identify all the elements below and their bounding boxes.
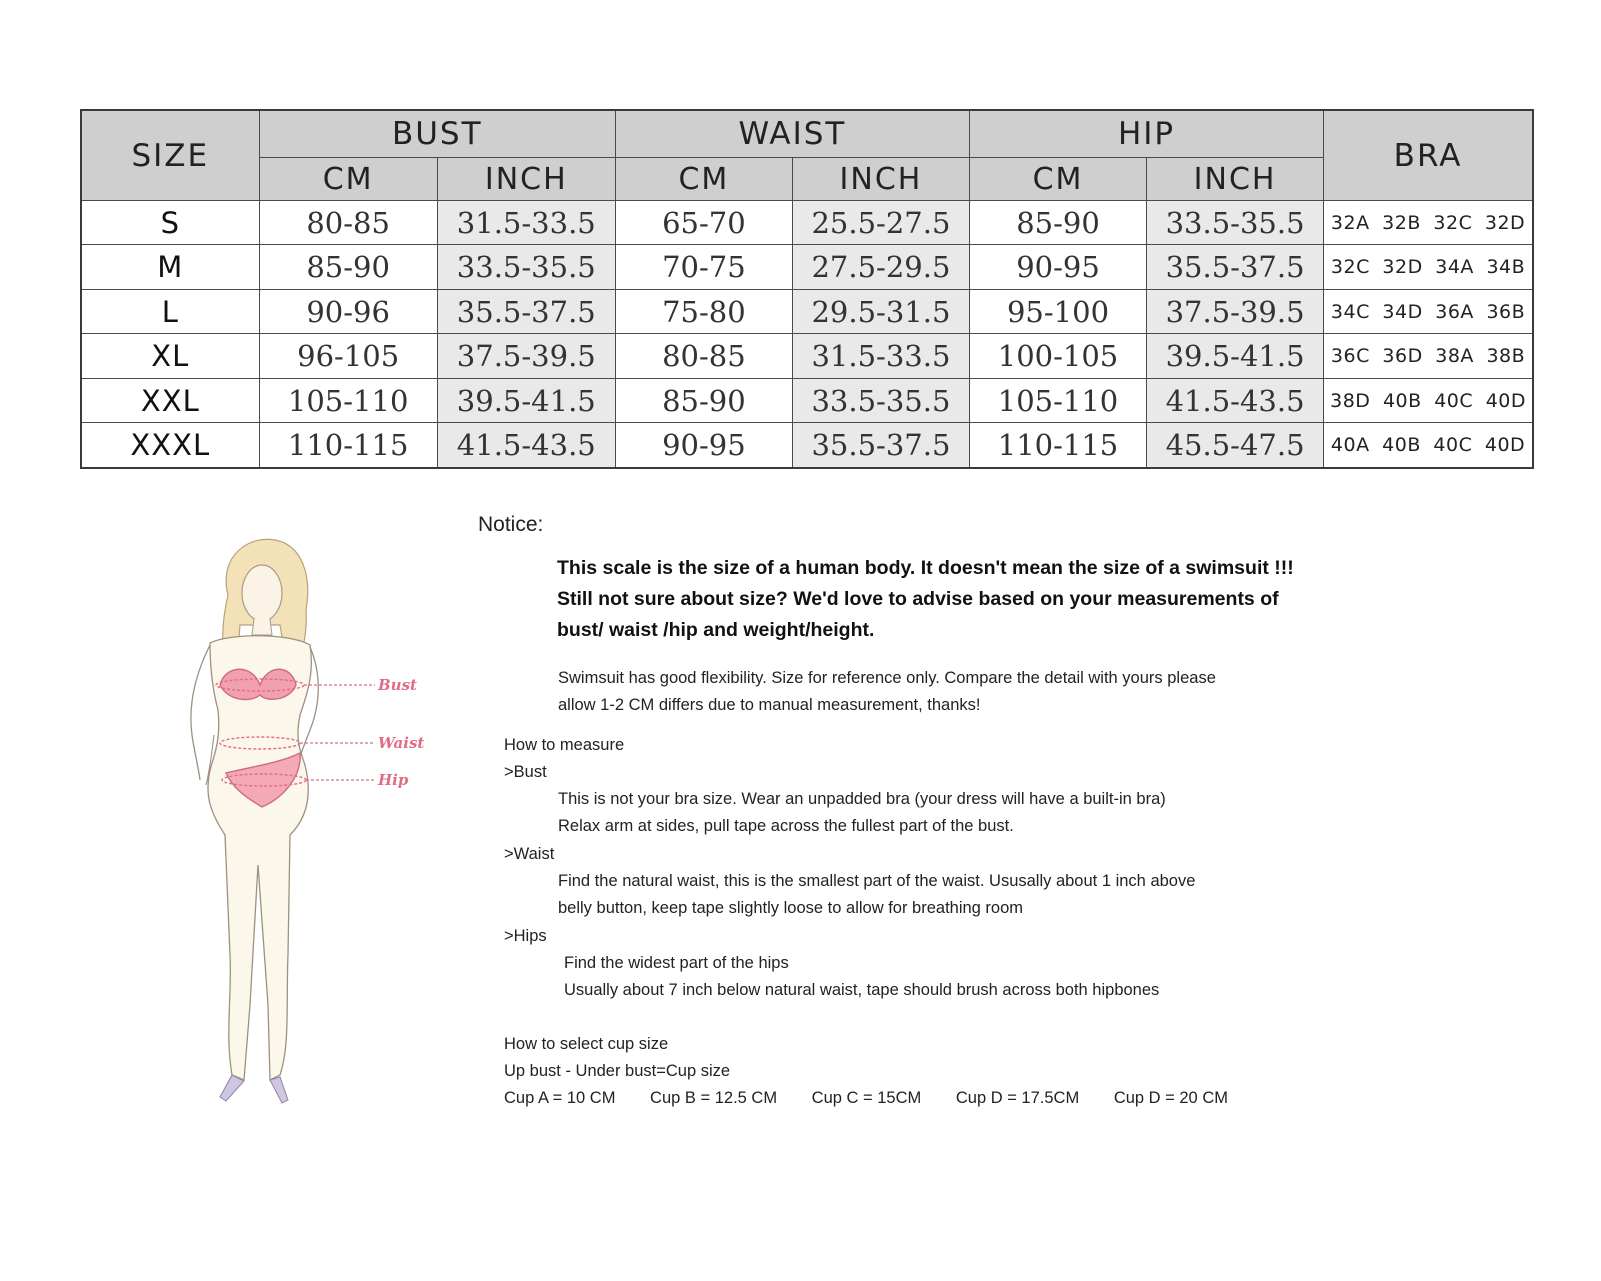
figure-face [242, 565, 282, 621]
hips-instruction: Find the widest part of the hips [564, 954, 789, 972]
unit-header: CM [259, 158, 437, 201]
bra-header: BRA [1324, 110, 1533, 201]
hip-cm-cell: 110-115 [969, 423, 1146, 468]
bra-cell: 40A 40B 40C 40D [1324, 423, 1533, 468]
waist-inch-cell: 31.5-33.5 [792, 334, 969, 378]
size-cell: L [81, 289, 259, 333]
waist-instruction: belly button, keep tape slightly loose to allow for breathing room [558, 899, 1024, 917]
bust-section-title: >Bust [504, 763, 547, 781]
unit-header: CM [969, 158, 1146, 201]
waist-cm-cell: 90-95 [615, 423, 792, 468]
size-cell: XL [81, 334, 259, 378]
bust-inch-cell: 39.5-41.5 [437, 378, 615, 422]
hip-cm-cell: 100-105 [969, 334, 1146, 378]
waist-instruction: Find the natural waist, this is the smallest part of the waist. Ususally about 1 inch above [558, 872, 1196, 890]
bust-inch-cell: 31.5-33.5 [437, 201, 615, 245]
hip-inch-cell: 35.5-37.5 [1147, 245, 1324, 289]
body-measurement-figure [140, 535, 470, 1115]
bra-cell: 32A 32B 32C 32D [1324, 201, 1533, 245]
bra-cell: 38D 40B 40C 40D [1324, 378, 1533, 422]
waist-section-title: >Waist [504, 845, 555, 863]
waist-cm-cell: 65-70 [615, 201, 792, 245]
waist-figure-label: Waist [378, 734, 425, 752]
bust-cm-cell: 90-96 [259, 289, 437, 333]
table-row [81, 201, 1533, 245]
size-chart-table [80, 109, 1534, 469]
waist-inch-cell: 27.5-29.5 [792, 245, 969, 289]
bust-inch-cell: 33.5-35.5 [437, 245, 615, 289]
flexibility-line: allow 1-2 CM differs due to manual measurement, thanks! [558, 696, 981, 714]
figure-body [208, 636, 311, 1080]
hip-inch-cell: 39.5-41.5 [1147, 334, 1324, 378]
bust-header: BUST [259, 110, 615, 158]
cup-size-list [504, 1089, 1258, 1108]
bust-cm-cell: 110-115 [259, 423, 437, 468]
bust-figure-label: Bust [378, 676, 417, 694]
table-row [81, 378, 1533, 422]
waist-header: WAIST [615, 110, 969, 158]
bust-inch-cell: 35.5-37.5 [437, 289, 615, 333]
waist-cm-cell: 85-90 [615, 378, 792, 422]
hip-figure-label: Hip [378, 771, 409, 789]
bust-cm-cell: 85-90 [259, 245, 437, 289]
waist-cm-cell: 75-80 [615, 289, 792, 333]
bust-cm-cell: 80-85 [259, 201, 437, 245]
cup-size-title: How to select cup size [504, 1035, 669, 1053]
figure-right-shoe [270, 1077, 288, 1103]
cup-size-item: Cup C = 15CM [811, 1089, 922, 1107]
hip-inch-cell: 45.5-47.5 [1147, 423, 1324, 468]
cup-size-item: Cup D = 20 CM [1113, 1089, 1228, 1107]
hips-section-title: >Hips [504, 927, 547, 945]
size-cell: M [81, 245, 259, 289]
hips-instruction: Usually about 7 inch below natural waist, tape should brush across both hipbones [564, 981, 1160, 999]
notice-bold-line: bust/ waist /hip and weight/height. [557, 619, 875, 641]
size-cell: XXL [81, 378, 259, 422]
hip-cm-cell: 95-100 [969, 289, 1146, 333]
table-row [81, 289, 1533, 333]
bust-inch-cell: 41.5-43.5 [437, 423, 615, 468]
unit-header: INCH [437, 158, 615, 201]
unit-header: INCH [1147, 158, 1324, 201]
waist-inch-cell: 33.5-35.5 [792, 378, 969, 422]
how-to-measure-title: How to measure [504, 736, 625, 754]
unit-header: INCH [792, 158, 969, 201]
bra-cell: 32C 32D 34A 34B [1324, 245, 1533, 289]
cup-size-item: Cup B = 12.5 CM [650, 1089, 778, 1107]
hip-header: HIP [969, 110, 1323, 158]
size-header: SIZE [81, 110, 259, 201]
hip-cm-cell: 105-110 [969, 378, 1146, 422]
table-row [81, 245, 1533, 289]
waist-inch-cell: 29.5-31.5 [792, 289, 969, 333]
notice-title: Notice: [478, 513, 544, 536]
bust-instruction: This is not your bra size. Wear an unpadded bra (your dress will have a built-in bra) [558, 790, 1166, 808]
table-row [81, 423, 1533, 468]
hip-cm-cell: 85-90 [969, 201, 1146, 245]
cup-size-item: Cup D = 17.5CM [955, 1089, 1080, 1107]
figure-left-shoe [220, 1075, 244, 1101]
hip-inch-cell: 37.5-39.5 [1147, 289, 1324, 333]
waist-inch-cell: 25.5-27.5 [792, 201, 969, 245]
waist-cm-cell: 80-85 [615, 334, 792, 378]
size-cell: XXXL [81, 423, 259, 468]
bust-cm-cell: 96-105 [259, 334, 437, 378]
hip-inch-cell: 33.5-35.5 [1147, 201, 1324, 245]
notice-bold-line: This scale is the size of a human body. It doesn't mean the size of a swimsuit !!! [557, 557, 1294, 579]
bust-inch-cell: 37.5-39.5 [437, 334, 615, 378]
waist-cm-cell: 70-75 [615, 245, 792, 289]
notice-bold-line: Still not sure about size? We'd love to advise based on your measurements of [557, 588, 1279, 610]
waist-inch-cell: 35.5-37.5 [792, 423, 969, 468]
hip-inch-cell: 41.5-43.5 [1147, 378, 1324, 422]
cup-size-item: Cup A = 10 CM [504, 1089, 616, 1107]
bra-cell: 34C 34D 36A 36B [1324, 289, 1533, 333]
table-row [81, 334, 1533, 378]
hip-cm-cell: 90-95 [969, 245, 1146, 289]
flexibility-line: Swimsuit has good flexibility. Size for reference only. Compare the detail with yours please [558, 669, 1216, 687]
bust-instruction: Relax arm at sides, pull tape across the fullest part of the bust. [558, 817, 1014, 835]
size-cell: S [81, 201, 259, 245]
unit-header: CM [615, 158, 792, 201]
cup-size-formula: Up bust - Under bust=Cup size [504, 1062, 731, 1080]
bust-cm-cell: 105-110 [259, 378, 437, 422]
bra-cell: 36C 36D 38A 38B [1324, 334, 1533, 378]
